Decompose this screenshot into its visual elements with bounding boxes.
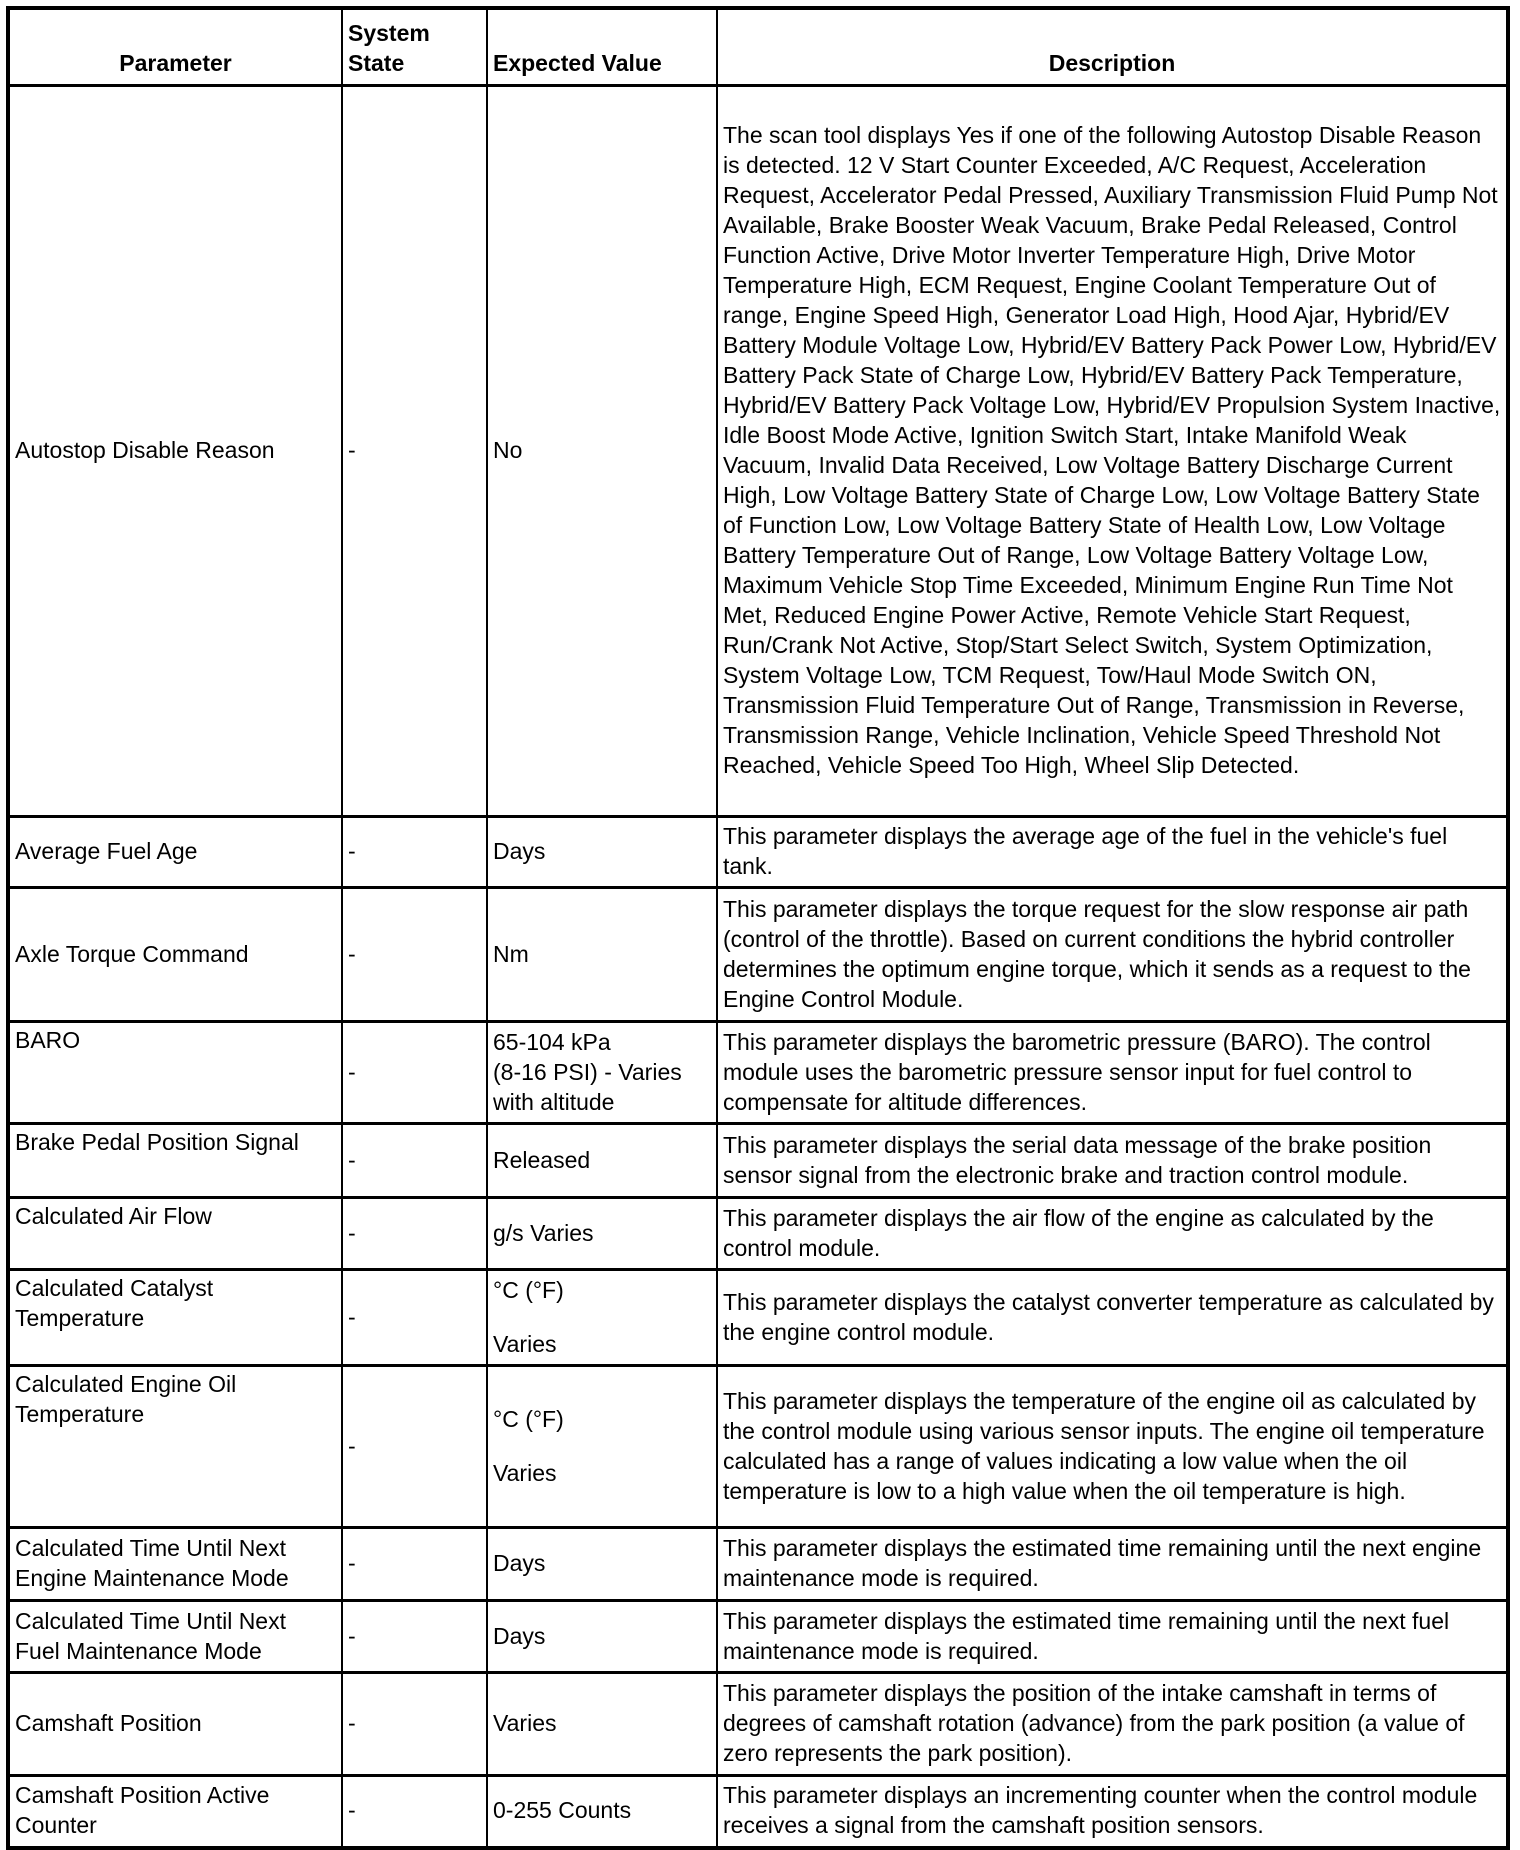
system-state-cell: - (342, 1198, 487, 1270)
header-expected-value: Expected Value (487, 8, 717, 86)
description-cell: This parameter displays the position of the intake camshaft in terms of degrees of camshaft rotation (advance) from the park position (a value of zero represents the park position). (717, 1673, 1508, 1776)
system-state-cell: - (342, 1673, 487, 1776)
table-row (8, 1022, 1508, 1124)
expected-value-cell: Days (487, 1528, 717, 1601)
expected-value-line: 65-104 kPa (493, 1028, 611, 1055)
table-row (8, 888, 1508, 1022)
expected-value-cell: Nm (487, 888, 717, 1022)
parameter-cell: Autostop Disable Reason (8, 86, 342, 817)
system-state-cell: - (342, 817, 487, 888)
table-row (8, 1776, 1508, 1848)
parameter-cell: Calculated Catalyst Temperature (8, 1270, 342, 1366)
header-system-state-line1: System (348, 20, 430, 46)
table-body (8, 86, 1508, 1848)
expected-value-cell: No (487, 86, 717, 817)
expected-value-cell: g/s Varies (487, 1198, 717, 1270)
table-row (8, 1366, 1508, 1528)
header-row (8, 8, 1508, 86)
description-cell: This parameter displays the average age of the fuel in the vehicle's fuel tank. (717, 817, 1508, 888)
expected-value-line: Varies (493, 1459, 557, 1486)
expected-value-cell: Released (487, 1124, 717, 1198)
expected-value-line: °C (°F) (493, 1405, 564, 1432)
description-cell: This parameter displays the estimated time remaining until the next fuel maintenance mode is required. (717, 1601, 1508, 1673)
parameter-cell: Axle Torque Command (8, 888, 342, 1022)
header-system-state (342, 8, 487, 86)
expected-value-line: Varies (493, 1330, 557, 1357)
description-cell: This parameter displays the torque request for the slow response air path (control of the throttle). Based on current conditions the hybrid controller determines the optimum engine torque, which it sends as a request to the Engine Control Module. (717, 888, 1508, 1022)
system-state-cell: - (342, 1366, 487, 1528)
system-state-cell: - (342, 1601, 487, 1673)
parameter-cell: Calculated Time Until Next Engine Maintenance Mode (8, 1528, 342, 1601)
expected-value-line: (8-16 PSI) - Varies (493, 1058, 682, 1085)
header-system-state-line2: State (348, 50, 405, 76)
description-cell: This parameter displays the temperature of the engine oil as calculated by the control module using various sensor inputs. The engine oil temperature calculated has a range of values indicating a low value when the oil temperature is low to a high value when the oil temperature is high. (717, 1366, 1508, 1528)
expected-value-line: °C (°F) (493, 1276, 564, 1303)
parameter-cell: Calculated Time Until Next Fuel Maintenance Mode (8, 1601, 342, 1673)
description-cell: This parameter displays the catalyst converter temperature as calculated by the engine control module. (717, 1270, 1508, 1366)
system-state-cell: - (342, 1776, 487, 1848)
table-row (8, 1198, 1508, 1270)
parameter-cell: Calculated Air Flow (8, 1198, 342, 1270)
description-cell: The scan tool displays Yes if one of the following Autostop Disable Reason is detected. 12 V Start Counter Exceeded, A/C Request, Acceleration Request, Accelerator Pedal Pressed, Auxiliary Transmission Fluid Pump Not Available, Brake Booster Weak Vacuum, Brake Pedal Released, Control Function Active, Drive Motor Inverter Temperature High, Drive Motor Temperature High, ECM Request, Engine Coolant Temperature Out of range, Engine Speed High, Generator Load High, Hood Ajar, Hybrid/EV Battery Module Voltage Low, Hybrid/EV Battery Pack Power Low, Hybrid/EV Battery Pack State of Charge Low, Hybrid/EV Battery Pack Temperature, Hybrid/EV Battery Pack Voltage Low, Hybrid/EV Propulsion System Inactive, Idle Boost Mode Active, Ignition Switch Start, Intake Manifold Weak Vacuum, Invalid Data Received, Low Voltage Battery Discharge Current High, Low Voltage Battery State of Charge Low, Low Voltage Battery State of Function Low, Low Voltage Battery State of Health Low, Low Voltage Battery Temperature Out of Range, Low Voltage Battery Voltage Low, Maximum Vehicle Stop Time Exceeded, Minimum Engine Run Time Not Met, Reduced Engine Power Active, Remote Vehicle Start Request, Run/Crank Not Active, Stop/Start Select Switch, System Optimization, System Voltage Low, TCM Request, Tow/Haul Mode Switch ON, Transmission Fluid Temperature Out of Range, Transmission in Reverse, Transmission Range, Vehicle Inclination, Vehicle Speed Threshold Not Reached, Vehicle Speed Too High, Wheel Slip Detected. (717, 86, 1508, 817)
description-cell: This parameter displays the barometric pressure (BARO). The control module uses the barometric pressure sensor input for fuel control to compensate for altitude differences. (717, 1022, 1508, 1124)
parameter-cell: BARO (8, 1022, 342, 1124)
table-row (8, 1528, 1508, 1601)
parameter-cell: Camshaft Position Active Counter (8, 1776, 342, 1848)
system-state-cell: - (342, 888, 487, 1022)
table-row (8, 1601, 1508, 1673)
system-state-cell: - (342, 1124, 487, 1198)
description-cell: This parameter displays an incrementing counter when the control module receives a signal from the camshaft position sensors. (717, 1776, 1508, 1848)
header-parameter: Parameter (8, 8, 342, 86)
description-cell: This parameter displays the air flow of the engine as calculated by the control module. (717, 1198, 1508, 1270)
table-row (8, 1124, 1508, 1198)
expected-value-cell (487, 1366, 717, 1528)
description-cell: This parameter displays the estimated time remaining until the next engine maintenance mode is required. (717, 1528, 1508, 1601)
parameter-cell: Camshaft Position (8, 1673, 342, 1776)
parameter-table (6, 6, 1510, 1850)
expected-value-cell (487, 1270, 717, 1366)
expected-value-line: with altitude (493, 1088, 615, 1115)
expected-value-cell (487, 1022, 717, 1124)
table-header (8, 8, 1508, 86)
description-cell: This parameter displays the serial data message of the brake position sensor signal from the electronic brake and traction control module. (717, 1124, 1508, 1198)
table-row (8, 1673, 1508, 1776)
table-row (8, 817, 1508, 888)
system-state-cell: - (342, 86, 487, 817)
system-state-cell: - (342, 1528, 487, 1601)
expected-value-cell: 0-255 Counts (487, 1776, 717, 1848)
system-state-cell: - (342, 1022, 487, 1124)
parameter-cell: Average Fuel Age (8, 817, 342, 888)
parameter-cell: Brake Pedal Position Signal (8, 1124, 342, 1198)
table-row (8, 1270, 1508, 1366)
table-row (8, 86, 1508, 817)
system-state-cell: - (342, 1270, 487, 1366)
expected-value-cell: Days (487, 817, 717, 888)
header-description: Description (717, 8, 1508, 86)
expected-value-cell: Days (487, 1601, 717, 1673)
parameter-cell: Calculated Engine Oil Temperature (8, 1366, 342, 1528)
expected-value-cell: Varies (487, 1673, 717, 1776)
